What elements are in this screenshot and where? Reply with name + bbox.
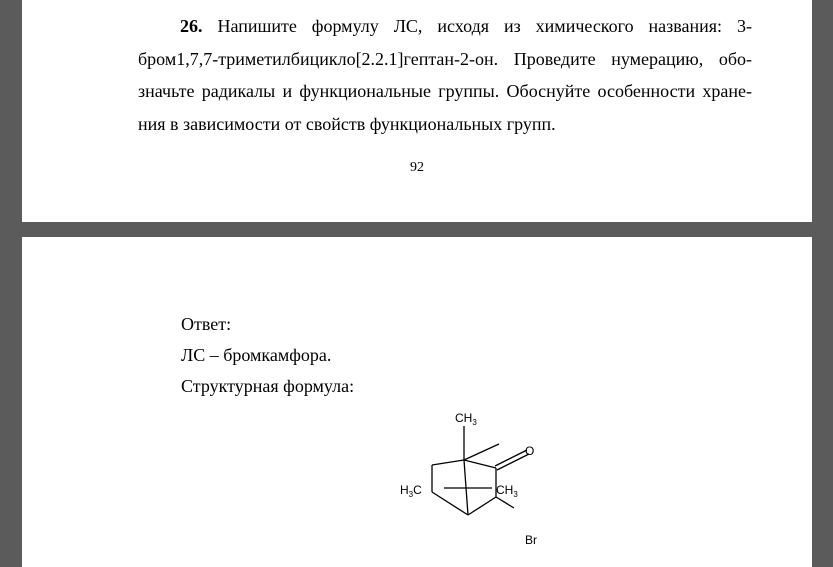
task-line-2: бром1,7,7-триметилбицикло[2.2.1]гептан-2-он. Проведите нумерацию, обо-: [138, 48, 752, 69]
page-number: 92: [410, 160, 424, 175]
task-text: [138, 10, 752, 140]
bond-c1-c2: [464, 444, 499, 460]
top-methyl-label: $CH_3$: [455, 411, 477, 427]
answer-label: Ответ:: [181, 314, 232, 334]
left-methyl-label: $H_3C$: [400, 483, 422, 499]
task-number: 26.: [180, 16, 203, 36]
task-line-1-text: Напишите формулу ЛС, исходя из химического названия: 3-: [217, 16, 753, 36]
bond-c1-c2-ring: [464, 460, 496, 468]
task-line-4: ния в зависимости от свойств функциональных групп.: [138, 113, 556, 134]
page-lower: [22, 237, 812, 567]
drug-name: ЛС – бромкамфора.: [181, 345, 332, 365]
oxygen-label: O: [525, 444, 535, 458]
task-line-3: значьте радикалы и функциональные группы. Обоснуйте особенности хране-: [138, 81, 752, 101]
task-line-1: [138, 10, 752, 43]
bromine-label: Br: [525, 533, 537, 547]
bond-c3-c4: [468, 497, 496, 515]
bond-c4-c5: [432, 492, 468, 515]
bond-c3-br: [496, 497, 514, 508]
bond-c6-c1: [432, 460, 464, 465]
right-methyl-label: $CH_3$: [496, 483, 518, 499]
structural-formula: [392, 402, 562, 552]
page-upper: [22, 0, 812, 222]
formula-label: Структурная формула:: [181, 376, 355, 396]
bond-lines: [432, 426, 529, 515]
